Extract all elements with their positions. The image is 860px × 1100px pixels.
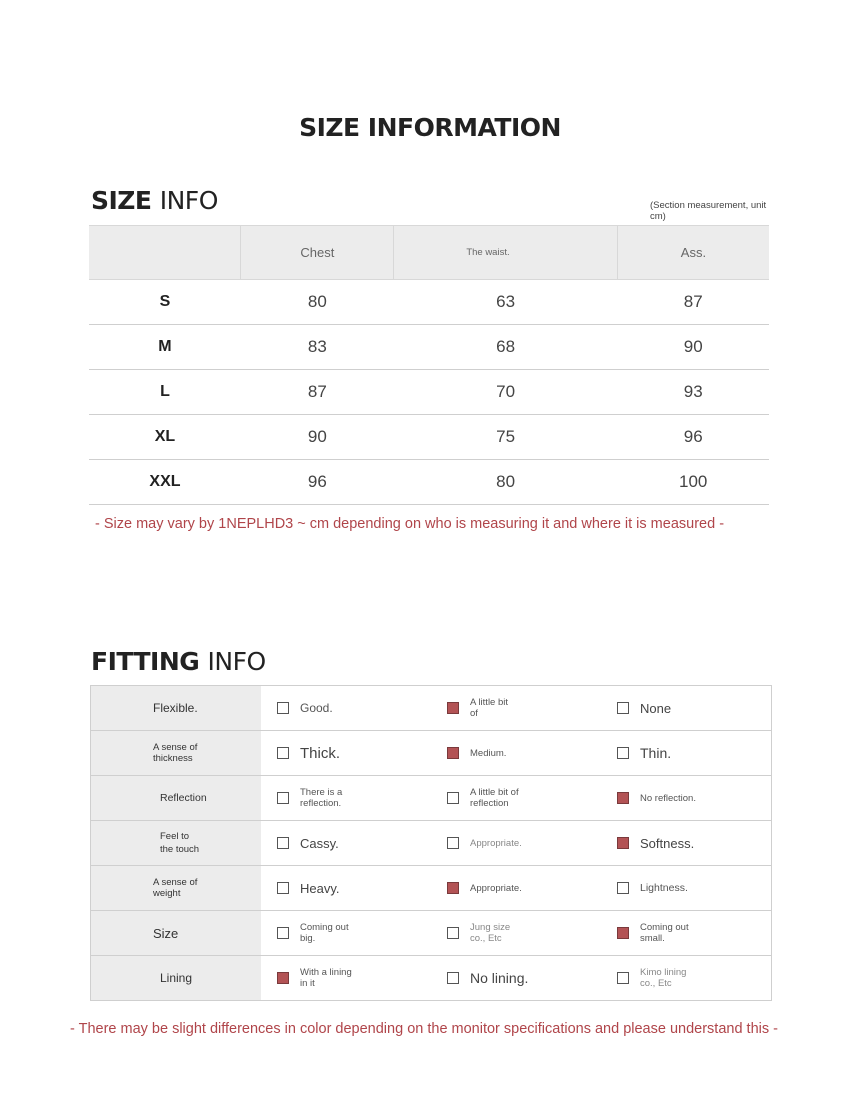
waist-cell: 70	[394, 370, 618, 415]
waist-cell: 80	[394, 460, 618, 505]
fitting-option[interactable]	[601, 821, 772, 866]
fitting-option[interactable]	[261, 911, 431, 956]
option-label: Good.	[300, 701, 333, 715]
option-label: No reflection.	[640, 792, 696, 804]
fitting-label-cell	[91, 686, 262, 731]
fitting-option[interactable]	[261, 686, 431, 731]
fitting-option[interactable]	[601, 911, 772, 956]
color-note: - There may be slight differences in color depending on the monitor specifications and please understand this -	[70, 1021, 778, 1037]
ass-cell: 87	[617, 280, 769, 325]
option-label: Medium.	[470, 747, 507, 759]
fitting-row	[91, 911, 772, 956]
fitting-row	[91, 866, 772, 911]
option-label: With a lining in it	[300, 967, 352, 989]
ass-cell: 100	[617, 460, 769, 505]
chest-cell: 96	[241, 460, 394, 505]
checkbox[interactable]	[617, 702, 629, 714]
checkbox-checked[interactable]	[617, 927, 629, 939]
option-label: Kimo lining co., Etc	[640, 967, 687, 989]
ass-cell: 90	[617, 325, 769, 370]
fitting-option[interactable]	[601, 731, 772, 776]
fitting-option[interactable]	[601, 686, 772, 731]
option-label: Thin.	[640, 745, 672, 761]
option-label: Lightness.	[640, 881, 688, 894]
size-cell: XL	[89, 415, 241, 460]
waist-cell: 75	[394, 415, 618, 460]
fitting-option[interactable]	[601, 866, 772, 911]
table-row	[89, 460, 769, 505]
chest-cell: 90	[241, 415, 394, 460]
fitting-option[interactable]	[431, 776, 601, 821]
fitting-option[interactable]	[261, 731, 431, 776]
size-cell: XXL	[89, 460, 241, 505]
header-blank	[89, 226, 241, 280]
fitting-row	[91, 686, 772, 731]
fitting-label-cell	[91, 821, 262, 866]
fitting-label: A sense of weight	[153, 877, 198, 899]
header-chest: Chest	[241, 226, 394, 280]
fitting-table	[90, 685, 772, 1001]
fitting-label-cell	[91, 866, 262, 911]
header-ass: Ass.	[617, 226, 769, 280]
size-info-title-light: INFO	[159, 186, 218, 215]
fitting-option[interactable]	[431, 731, 601, 776]
size-note: - Size may vary by 1NEPLHD3 ~ cm depending on who is measuring it and where it is measured -	[95, 516, 725, 532]
table-row	[89, 325, 769, 370]
fitting-label: Flexible.	[153, 701, 198, 715]
table-row	[89, 415, 769, 460]
chest-cell: 83	[241, 325, 394, 370]
option-label: Softness.	[640, 835, 695, 851]
fitting-label: Reflection	[160, 791, 207, 804]
fitting-label-cell	[91, 911, 262, 956]
checkbox[interactable]	[277, 837, 289, 849]
checkbox-checked[interactable]	[277, 972, 289, 984]
checkbox[interactable]	[447, 927, 459, 939]
checkbox-checked[interactable]	[617, 792, 629, 804]
fitting-label: A sense of thickness	[153, 742, 198, 764]
checkbox-checked[interactable]	[447, 702, 459, 714]
size-table-header	[89, 226, 769, 280]
size-cell: M	[89, 325, 241, 370]
checkbox[interactable]	[617, 882, 629, 894]
checkbox[interactable]	[277, 747, 289, 759]
size-cell: S	[89, 280, 241, 325]
checkbox-checked[interactable]	[447, 747, 459, 759]
header-waist: The waist.	[394, 226, 618, 280]
fitting-label-cell	[91, 956, 262, 1001]
chest-cell: 87	[241, 370, 394, 415]
option-label: Heavy.	[300, 880, 340, 896]
option-label: Jung size co., Etc	[470, 922, 511, 944]
option-label: Cassy.	[300, 835, 339, 851]
table-row	[89, 280, 769, 325]
checkbox[interactable]	[447, 837, 459, 849]
fitting-option[interactable]	[261, 821, 431, 866]
fitting-row	[91, 821, 772, 866]
fitting-option[interactable]	[431, 866, 601, 911]
fitting-label: Feel to the touch	[160, 831, 200, 855]
checkbox[interactable]	[617, 747, 629, 759]
option-label: Thick.	[300, 744, 341, 762]
checkbox[interactable]	[447, 792, 459, 804]
size-info-title	[91, 186, 218, 215]
fitting-row	[91, 776, 772, 821]
fitting-option[interactable]	[601, 776, 772, 821]
table-row	[89, 370, 769, 415]
fitting-option[interactable]	[431, 821, 601, 866]
option-label: There is a reflection.	[300, 787, 343, 809]
option-label: Coming out small.	[640, 922, 689, 944]
fitting-info-title	[91, 647, 266, 676]
waist-cell: 63	[394, 280, 618, 325]
fitting-option[interactable]	[431, 911, 601, 956]
fitting-option[interactable]	[431, 686, 601, 731]
checkbox[interactable]	[277, 792, 289, 804]
checkbox[interactable]	[277, 882, 289, 894]
checkbox[interactable]	[277, 927, 289, 939]
fitting-info-title-light: INFO	[207, 647, 266, 676]
fitting-option[interactable]	[431, 956, 601, 1001]
fitting-label-cell	[91, 731, 262, 776]
fitting-option[interactable]	[261, 866, 431, 911]
option-label: A little bit of reflection	[470, 787, 519, 809]
checkbox[interactable]	[447, 972, 459, 984]
checkbox-checked[interactable]	[617, 837, 629, 849]
fitting-info-title-bold: FITTING	[91, 647, 200, 676]
fitting-row	[91, 731, 772, 776]
size-table	[89, 225, 769, 505]
fitting-label: Lining	[160, 971, 193, 985]
fitting-option[interactable]	[261, 776, 431, 821]
option-label: A little bit of	[470, 697, 509, 719]
waist-cell: 68	[394, 325, 618, 370]
option-label: No lining.	[470, 970, 529, 986]
fitting-label-cell	[91, 776, 262, 821]
option-label: Appropriate.	[470, 882, 522, 894]
checkbox[interactable]	[617, 972, 629, 984]
option-label: Appropriate.	[470, 837, 522, 849]
ass-cell: 93	[617, 370, 769, 415]
checkbox[interactable]	[277, 702, 289, 714]
option-label: Coming out big.	[300, 922, 349, 944]
page-title: SIZE INFORMATION	[299, 113, 561, 142]
fitting-label: Size	[153, 925, 179, 941]
fitting-row	[91, 956, 772, 1001]
unit-note: (Section measurement, unit cm)	[650, 200, 767, 222]
option-label: None	[640, 700, 672, 716]
chest-cell: 80	[241, 280, 394, 325]
ass-cell: 96	[617, 415, 769, 460]
fitting-option[interactable]	[261, 956, 431, 1001]
size-info-title-bold: SIZE	[91, 186, 152, 215]
fitting-option[interactable]	[601, 956, 772, 1001]
checkbox-checked[interactable]	[447, 882, 459, 894]
size-cell: L	[89, 370, 241, 415]
